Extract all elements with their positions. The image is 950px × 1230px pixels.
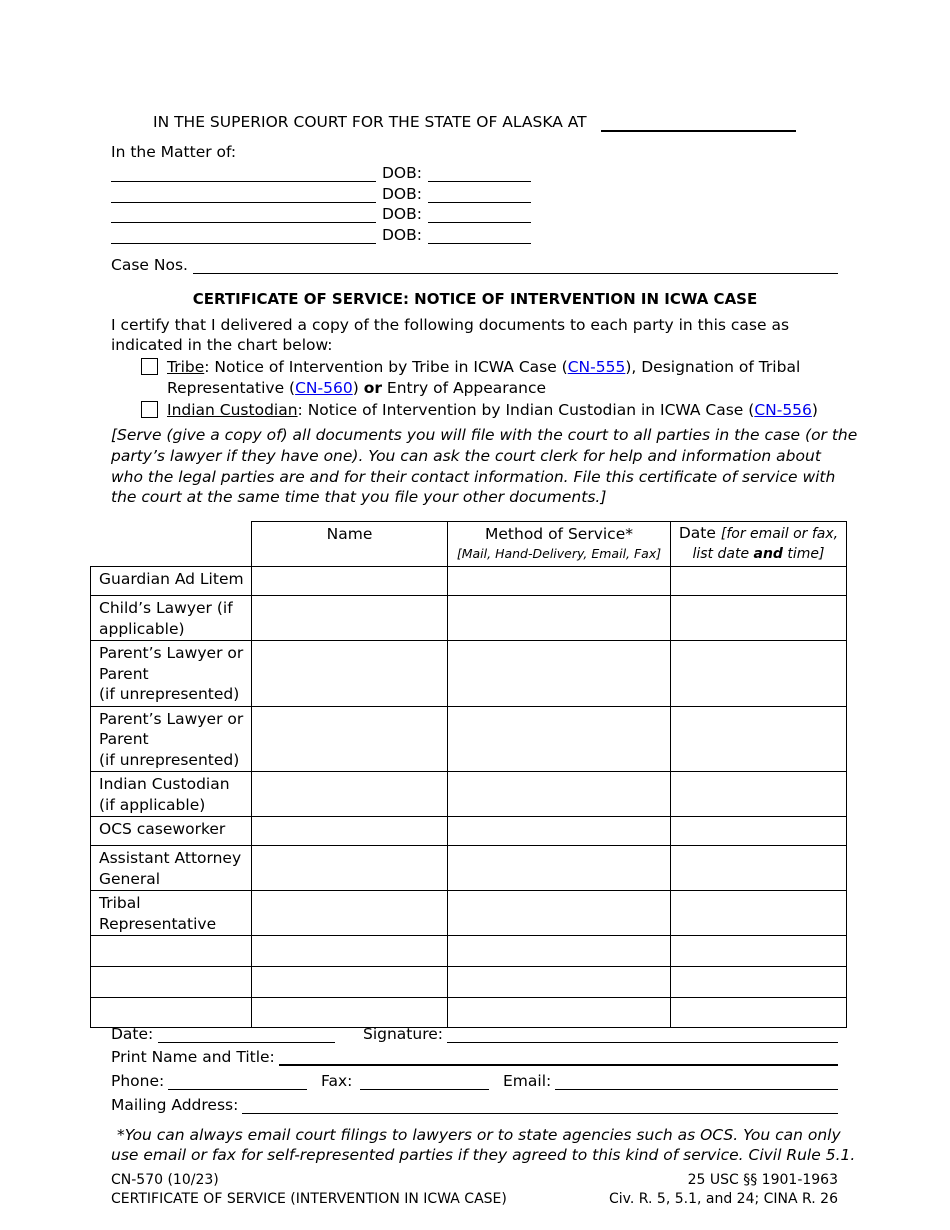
child-name-field-1[interactable] xyxy=(111,181,376,182)
case-nos-field[interactable] xyxy=(193,273,838,274)
name-cell[interactable] xyxy=(252,567,448,596)
cn-555-link[interactable]: CN-555 xyxy=(567,358,626,376)
instructions-line-3: who the legal parties are and for their contact information. File this certificate of service with xyxy=(111,468,836,486)
option-custodian-line xyxy=(167,401,818,419)
form-number: CN-570 (10/23) xyxy=(111,1172,219,1188)
party-label-line: Parent xyxy=(99,664,149,683)
party-label-line: Parent xyxy=(99,730,149,748)
party-label xyxy=(91,706,252,772)
court-title: IN THE SUPERIOR COURT FOR THE STATE OF ALASKA AT xyxy=(153,113,587,131)
method-cell[interactable] xyxy=(448,772,671,817)
tribe-label: Tribe xyxy=(167,358,205,376)
party-label-line: Parent’s Lawyer or xyxy=(99,709,244,728)
party-label-line: Parent’s Lawyer or xyxy=(99,644,244,662)
court-location-field[interactable] xyxy=(601,130,796,132)
tribe-text-b: ), Designation of Tribal xyxy=(625,358,801,376)
certify-text-1: I certify that I delivered a copy of the following documents to each party in this case as xyxy=(111,316,790,334)
table-row xyxy=(91,706,847,772)
header-date-sub-c: time] xyxy=(782,546,825,562)
tribe-text-a: : Notice of Intervention by Tribe in ICWA Case ( xyxy=(204,358,568,376)
name-cell[interactable] xyxy=(252,967,448,998)
dob-label-2: DOB: xyxy=(382,185,422,203)
statute-1: 25 USC §§ 1901-1963 xyxy=(687,1172,838,1188)
footnote-line-2: use email or fax for self-represented parties if they agreed to this kind of service. Civil Rule 5.1. xyxy=(111,1146,856,1164)
child-name-field-3[interactable] xyxy=(111,222,376,223)
dob-field-2[interactable] xyxy=(428,202,531,203)
date-cell[interactable] xyxy=(671,772,847,817)
date-cell[interactable] xyxy=(671,846,847,891)
dob-label-1: DOB: xyxy=(382,164,422,182)
instructions-line-2: party’s lawyer if they have one). You can ask the court clerk for help and information about xyxy=(111,447,821,465)
party-label xyxy=(91,891,252,936)
party-label-line: (if unrepresented) xyxy=(99,750,240,769)
name-cell[interactable] xyxy=(252,846,448,891)
method-cell[interactable] xyxy=(448,998,671,1028)
method-cell[interactable] xyxy=(448,567,671,596)
service-table xyxy=(90,521,847,1028)
party-label xyxy=(91,596,252,641)
date-cell[interactable] xyxy=(671,641,847,707)
name-cell[interactable] xyxy=(252,891,448,936)
tribe-text-e: Entry of Appearance xyxy=(382,379,547,397)
form-name: CERTIFICATE OF SERVICE (INTERVENTION IN ICWA CASE) xyxy=(111,1191,507,1207)
date-cell[interactable] xyxy=(671,567,847,596)
form-title: CERTIFICATE OF SERVICE: NOTICE OF INTERVENTION IN ICWA CASE xyxy=(192,290,758,308)
table-row xyxy=(91,596,847,641)
header-date-title: Date xyxy=(678,524,721,542)
method-cell[interactable] xyxy=(448,936,671,967)
method-cell[interactable] xyxy=(448,817,671,846)
option-tribe-line-1 xyxy=(167,358,800,376)
date-field[interactable] xyxy=(158,1042,335,1043)
party-label-line: Child’s Lawyer (if xyxy=(99,599,233,617)
table-row xyxy=(91,967,847,998)
mailing-address-label: Mailing Address: xyxy=(111,1096,239,1114)
date-cell[interactable] xyxy=(671,706,847,772)
party-label xyxy=(91,641,252,707)
method-cell[interactable] xyxy=(448,846,671,891)
child-name-field-2[interactable] xyxy=(111,202,376,203)
date-cell[interactable] xyxy=(671,891,847,936)
fax-field[interactable] xyxy=(360,1089,489,1090)
party-label-line: Indian Custodian xyxy=(99,775,230,793)
header-date xyxy=(671,522,847,567)
phone-field[interactable] xyxy=(168,1089,307,1090)
method-cell[interactable] xyxy=(448,706,671,772)
party-label-line: Tribal xyxy=(99,894,141,912)
date-cell[interactable] xyxy=(671,967,847,998)
phone-label: Phone: xyxy=(111,1072,165,1090)
date-label: Date: xyxy=(111,1025,154,1043)
print-name-label: Print Name and Title: xyxy=(111,1048,275,1066)
option-tribe xyxy=(141,358,158,376)
table-row xyxy=(91,817,847,846)
child-name-field-4[interactable] xyxy=(111,243,376,244)
email-field[interactable] xyxy=(555,1089,838,1090)
signature-field[interactable] xyxy=(447,1042,838,1043)
fax-label: Fax: xyxy=(321,1072,353,1090)
method-cell[interactable] xyxy=(448,596,671,641)
party-label-line: Assistant Attorney xyxy=(99,849,242,867)
name-cell[interactable] xyxy=(252,706,448,772)
party-label-line: applicable) xyxy=(99,619,185,638)
cn-560-link[interactable]: CN-560 xyxy=(295,379,353,397)
header-method-title: Method of Service* xyxy=(485,525,633,543)
tribe-or: or xyxy=(363,379,382,397)
name-cell[interactable] xyxy=(252,936,448,967)
party-label xyxy=(91,567,252,596)
dob-label-3: DOB: xyxy=(382,205,422,223)
party-label-line: OCS caseworker xyxy=(99,820,226,838)
party-label xyxy=(91,772,252,817)
custodian-checkbox[interactable] xyxy=(141,401,158,418)
name-cell[interactable] xyxy=(252,998,448,1028)
case-nos-label: Case Nos. xyxy=(111,256,188,274)
header-date-sub-a: [for email or fax, xyxy=(720,526,839,542)
tribe-text-d: ) xyxy=(352,379,364,397)
option-tribe-line-2 xyxy=(167,379,546,397)
method-cell[interactable] xyxy=(448,967,671,998)
header-method-sub: [Mail, Hand-Delivery, Email, Fax] xyxy=(456,545,662,561)
party-label xyxy=(91,846,252,891)
header-method xyxy=(448,522,671,567)
instructions-line-4: the court at the same time that you file your other documents.] xyxy=(111,488,607,506)
mailing-address-field[interactable] xyxy=(242,1113,838,1114)
matter-label: In the Matter of: xyxy=(111,143,237,161)
header-date-sub-b: list date xyxy=(692,546,754,562)
name-cell[interactable] xyxy=(252,596,448,641)
table-row xyxy=(91,846,847,891)
table-row xyxy=(91,641,847,707)
instructions-line-1: [Serve (give a copy of) all documents you will file with the court to all parties in the case (or the xyxy=(111,426,858,444)
table-row xyxy=(91,998,847,1028)
party-label xyxy=(91,998,252,1028)
method-cell[interactable] xyxy=(448,891,671,936)
party-label xyxy=(91,936,252,967)
statute-2: Civ. R. 5, 5.1, and 24; CINA R. 26 xyxy=(609,1191,838,1207)
date-cell[interactable] xyxy=(671,817,847,846)
header-date-sub-and: and xyxy=(753,546,783,562)
date-cell[interactable] xyxy=(671,936,847,967)
print-name-field[interactable] xyxy=(279,1064,838,1066)
party-label xyxy=(91,967,252,998)
party-label-line: Guardian Ad Litem xyxy=(99,570,244,588)
date-cell[interactable] xyxy=(671,596,847,641)
custodian-text-a: : Notice of Intervention by Indian Custodian in ICWA Case ( xyxy=(297,401,755,419)
cn-556-link[interactable]: CN-556 xyxy=(754,401,812,419)
email-label: Email: xyxy=(503,1072,552,1090)
party-label xyxy=(91,817,252,846)
table-row xyxy=(91,936,847,967)
method-cell[interactable] xyxy=(448,641,671,707)
party-label-line: Representative xyxy=(99,914,217,933)
header-blank xyxy=(91,522,252,567)
name-cell[interactable] xyxy=(252,817,448,846)
party-label-line: (if unrepresented) xyxy=(99,685,240,703)
party-label-line: (if applicable) xyxy=(99,795,206,814)
tribe-checkbox[interactable] xyxy=(141,358,158,375)
table-header-row xyxy=(91,522,847,567)
table-row xyxy=(91,567,847,596)
dob-field-1[interactable] xyxy=(428,181,531,182)
header-name: Name xyxy=(252,522,448,567)
dob-label-4: DOB: xyxy=(382,226,422,244)
option-custodian xyxy=(141,401,158,419)
dob-field-4[interactable] xyxy=(428,243,531,244)
footnote-line-1: *You can always email court filings to lawyers or to state agencies such as OCS. You can only xyxy=(117,1126,841,1144)
custodian-label: Indian Custodian xyxy=(167,401,298,419)
certify-text-2: indicated in the chart below: xyxy=(111,336,333,354)
table-row xyxy=(91,891,847,936)
dob-field-3[interactable] xyxy=(428,222,531,223)
name-cell[interactable] xyxy=(252,641,448,707)
table-row xyxy=(91,772,847,817)
name-cell[interactable] xyxy=(252,772,448,817)
custodian-text-b: ) xyxy=(811,401,818,419)
party-label-line: General xyxy=(99,869,161,888)
date-cell[interactable] xyxy=(671,998,847,1028)
tribe-text-c: Representative ( xyxy=(167,379,296,397)
signature-label: Signature: xyxy=(363,1025,443,1043)
